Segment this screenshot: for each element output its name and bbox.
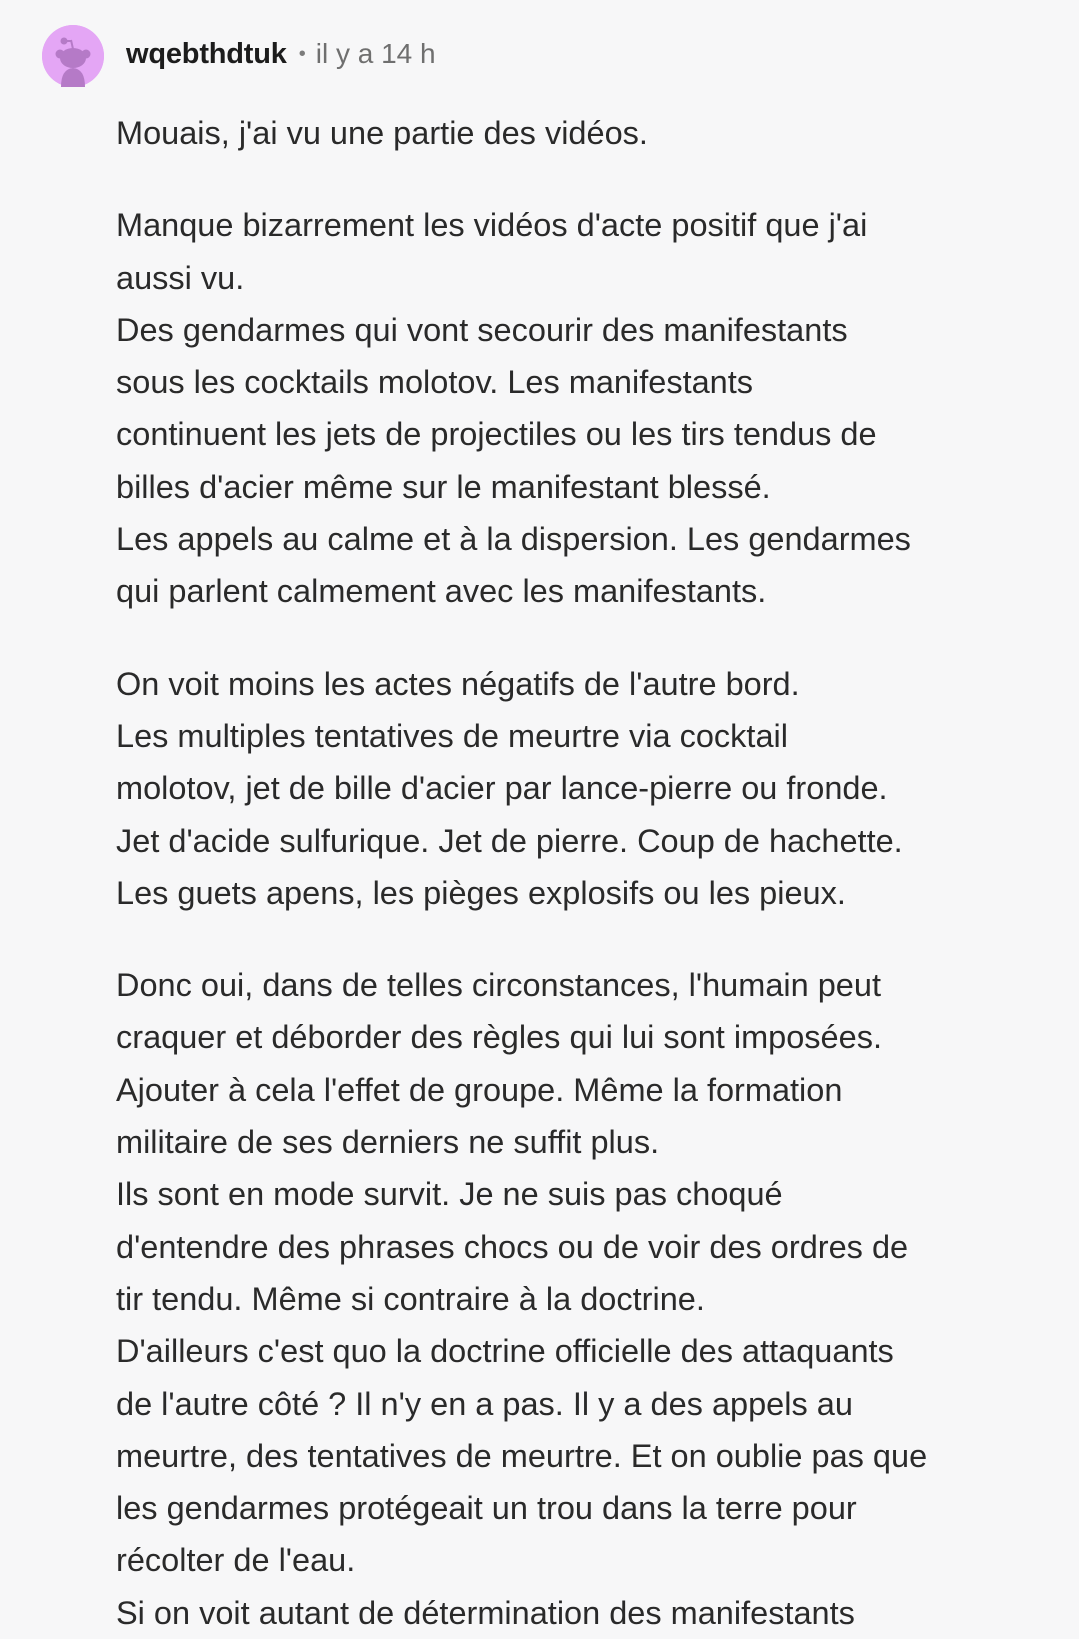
comment-text-line: les gendarmes protégeait un trou dans la terre pour bbox=[116, 1490, 857, 1527]
comment-text-line: qui parlent calmement avec les manifestants. bbox=[116, 573, 767, 610]
comment-text-line: d'entendre des phrases chocs ou de voir des ordres de bbox=[116, 1228, 909, 1265]
comment-text-line: de l'autre côté ? Il n'y en a pas. Il y a des appels au bbox=[116, 1385, 853, 1422]
comment-text-line: sous les cocktails molotov. Les manifestants bbox=[116, 364, 754, 401]
comment-text-line: Ils sont en mode survit. Je ne suis pas choqué bbox=[116, 1176, 783, 1213]
comment-text-line: On voit moins les actes négatifs de l'autre bord. bbox=[116, 665, 800, 702]
comment-author[interactable]: wqebthdtuk bbox=[126, 37, 287, 70]
comment-text-line: Si on voit autant de détermination des manifestants bbox=[116, 1594, 855, 1631]
comment-paragraph bbox=[116, 959, 1066, 1639]
comment-text-line: Les guets apens, les pièges explosifs ou les pieux. bbox=[116, 874, 846, 911]
comment-text-line: tir tendu. Même si contraire à la doctrine. bbox=[116, 1280, 705, 1317]
comment-text-line: Des gendarmes qui vont secourir des manifestants bbox=[116, 311, 848, 348]
comment-text-line: Manque bizarrement les vidéos d'acte positif que j'ai bbox=[116, 207, 868, 244]
comment-text-line: aussi vu. bbox=[116, 259, 245, 296]
comment-text-line: continuent les jets de projectiles ou les tirs tendus de bbox=[116, 416, 877, 453]
comment-paragraph bbox=[116, 658, 1066, 919]
comment-text-line: meurtre, des tentatives de meurtre. Et on oublie pas que bbox=[116, 1437, 928, 1474]
comment-paragraph bbox=[116, 107, 1066, 159]
header-separator: • bbox=[298, 42, 306, 65]
comment-paragraph bbox=[116, 199, 1066, 617]
comment-timestamp: il y a 14 h bbox=[315, 38, 436, 69]
comment-text-line: D'ailleurs c'est quo la doctrine officielle des attaquants bbox=[116, 1333, 894, 1370]
comment-text-line: Mouais, j'ai vu une partie des vidéos. bbox=[116, 115, 648, 151]
comment-text-line: Les appels au calme et à la dispersion. Les gendarmes bbox=[116, 521, 911, 558]
comment-text-line: billes d'acier même sur le manifestant blessé. bbox=[116, 468, 771, 505]
snoo-avatar-icon bbox=[42, 25, 104, 87]
user-avatar[interactable] bbox=[42, 25, 104, 87]
comment-text-line: molotov, jet de bille d'acier par lance-pierre ou fronde. bbox=[116, 770, 888, 807]
comment-text-line: récolter de l'eau. bbox=[116, 1542, 356, 1579]
comment-text-line: Jet d'acide sulfurique. Jet de pierre. Coup de hachette. bbox=[116, 822, 903, 859]
comment-header bbox=[126, 34, 436, 74]
comment-text-line: Les multiples tentatives de meurtre via cocktail bbox=[116, 717, 788, 754]
comment-body bbox=[116, 107, 1066, 1639]
comment-text-line: craquer et déborder des règles qui lui sont imposées. bbox=[116, 1019, 882, 1056]
comment-text-line: Donc oui, dans de telles circonstances, l'humain peut bbox=[116, 967, 881, 1004]
comment-text-line: Ajouter à cela l'effet de groupe. Même la formation bbox=[116, 1071, 843, 1108]
comment-text-line: militaire de ses derniers ne suffit plus. bbox=[116, 1124, 660, 1161]
